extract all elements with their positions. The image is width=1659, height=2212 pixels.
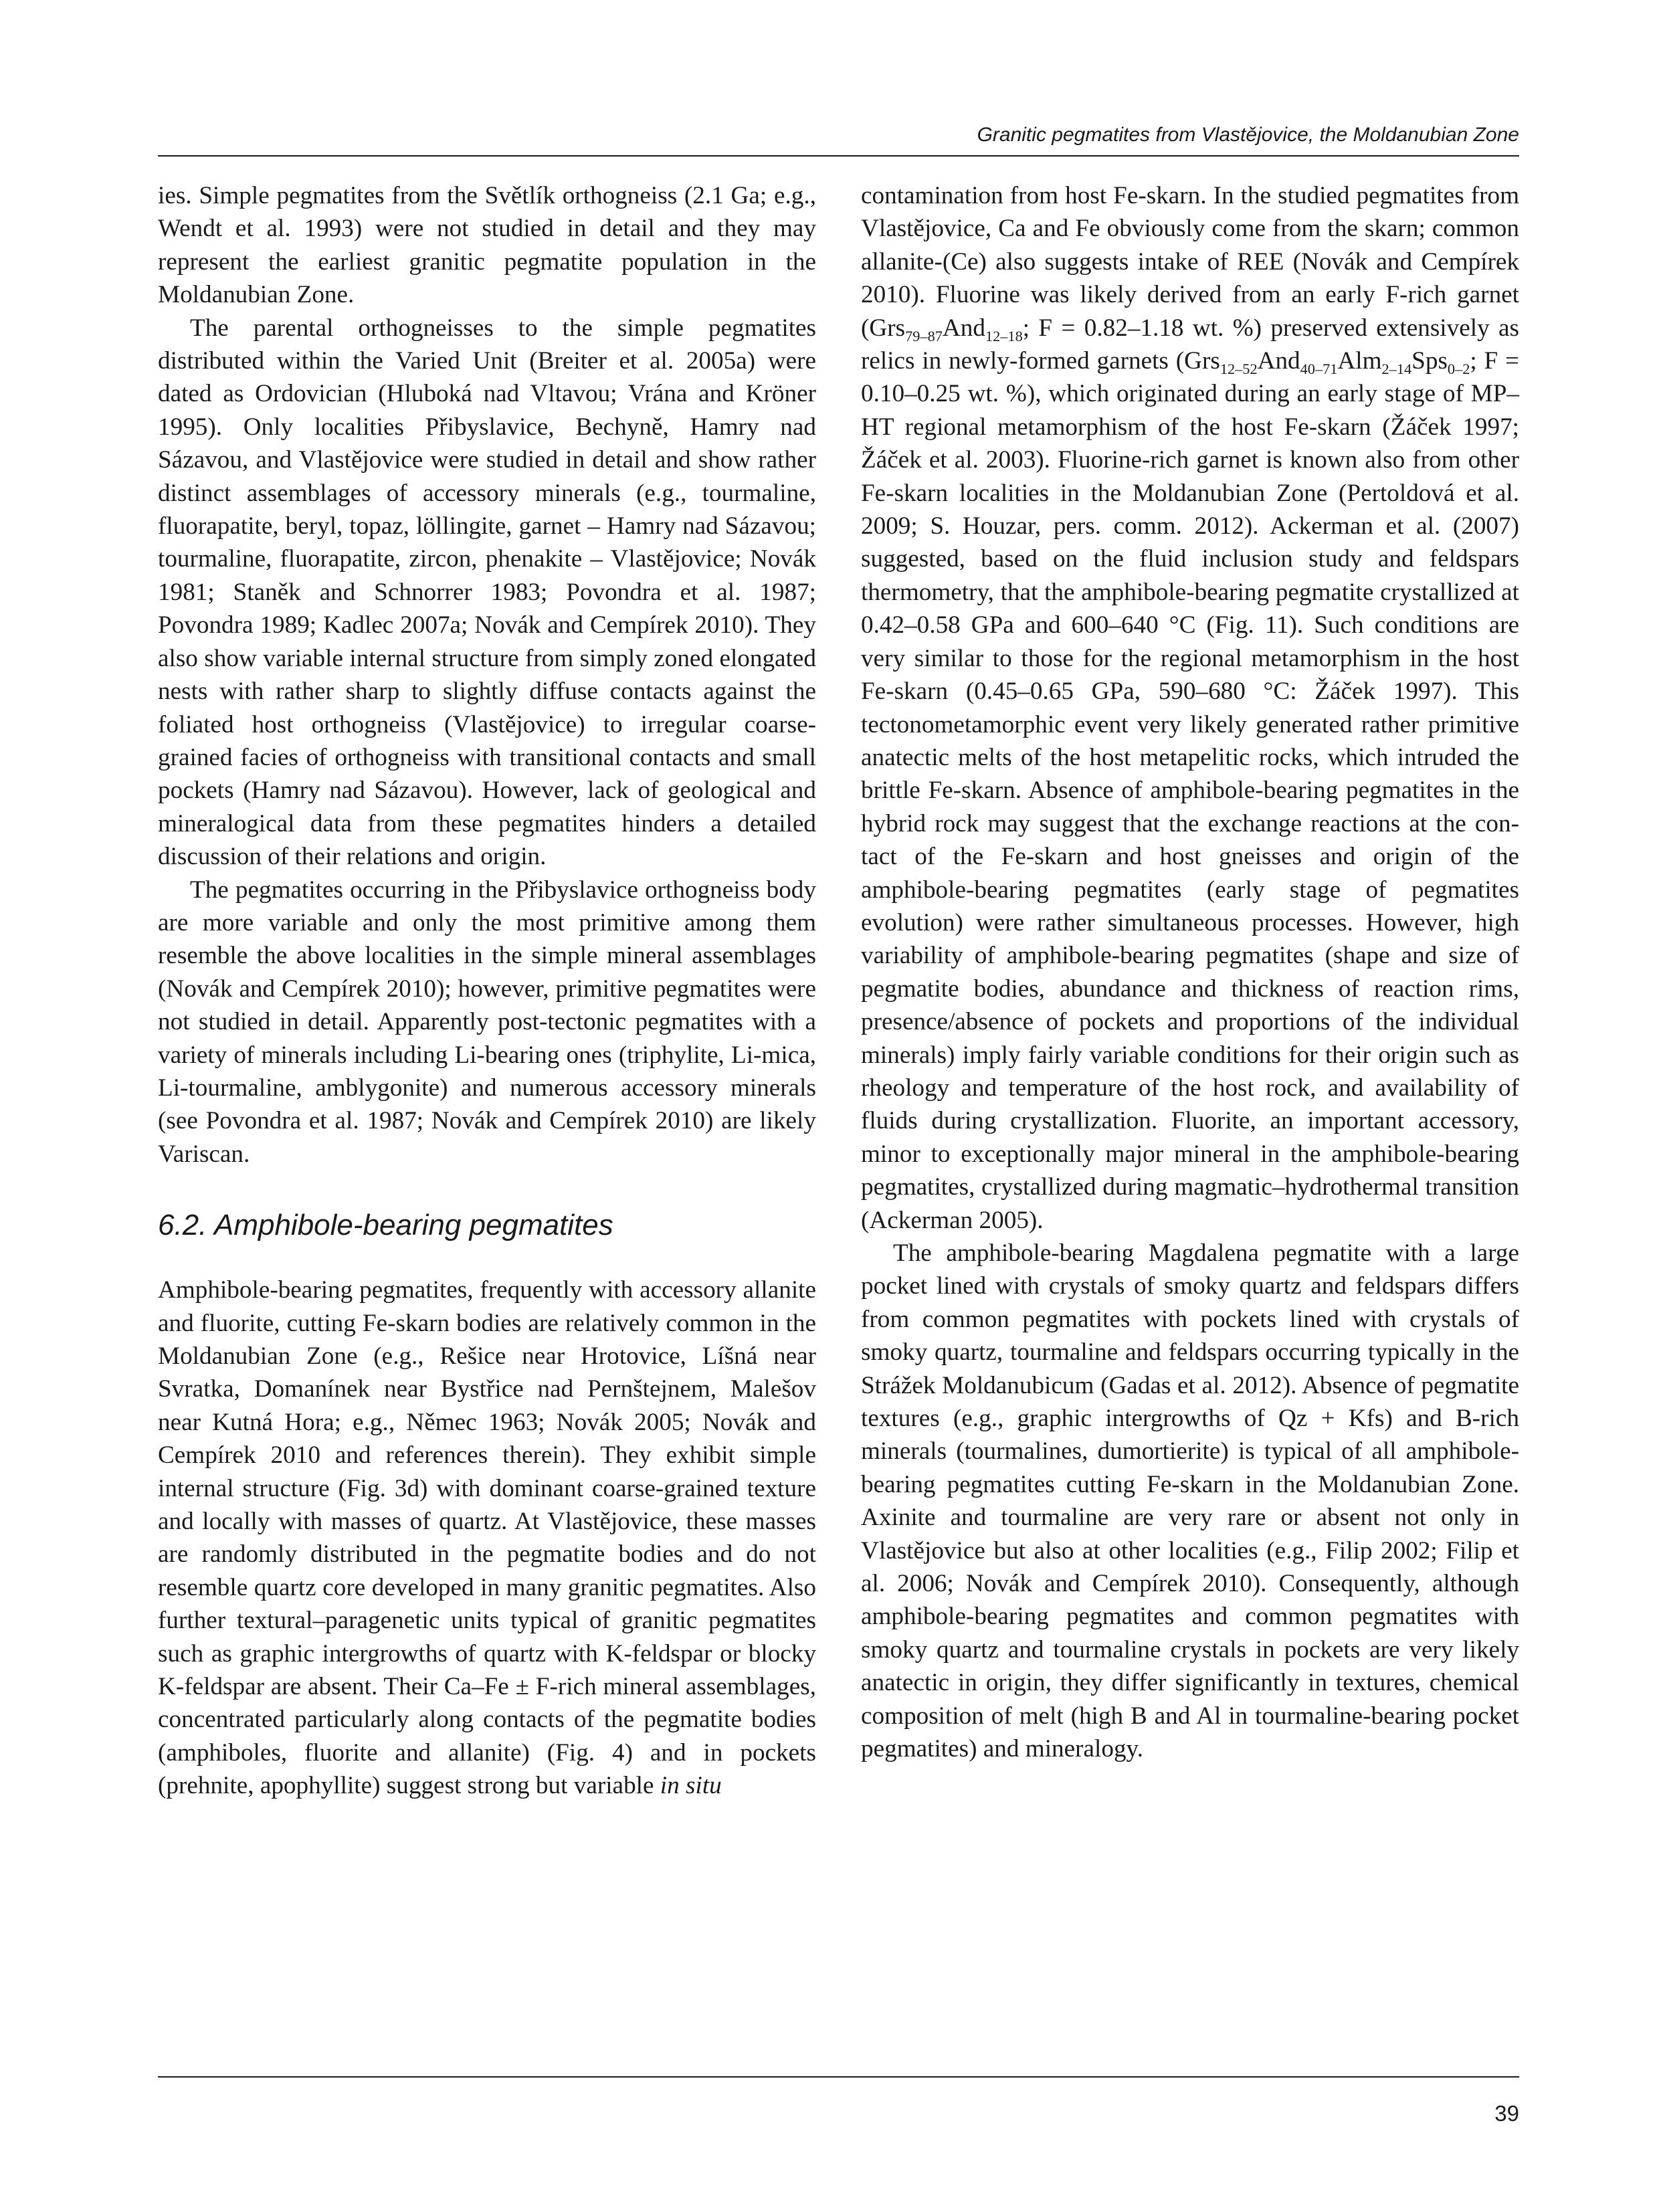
footer-rule (158, 2076, 1519, 2078)
right-column (861, 179, 1519, 1766)
paragraph-text: ; F = 0.10–0.25 wt. %), which originated during an early stage of MP–HT regional metamorphism of the host Fe-skarn (Žáček 1997; Žáček et al. 2003). Fluorine-rich garnet is known also from other Fe-skarn localities in the Moldanubian Zone (Pertoldová et al. 2009; S. Houzar, pers. comm. 2012). Ackerman et al. (2007) suggested, based on the fluid inclusion study and feldspars thermometry, that the amphibole-bearing pegmatite crystallized at 0.42–0.58 GPa and 600–640 °C (Fig. 11). Such conditions are very similar to those for the regional metamorphism in the host Fe-skarn (0.45–0.65 GPa, 590–680 °C: Žáček 1997). This tectonometamorphic event very likely generated rather primitive anatectic melts of the host metapelitic rocks, which intruded the brittle Fe-skarn. Absence of amphibole-bearing pegmatites in the hybrid rock may suggest that the exchange reactions at the contact of the Fe-skarn and host gneisses and origin of the amphibole-bearing pegmatites (early stage of pegmatites evolution) were rather simultaneous processes. However, high variability of amphibole-bearing pegmatites (shape and size of pegmatite bodies, abundance and thickness of reaction rims, presence/absence of pockets and proportions of the individual minerals) imply fairly variable conditions for their origin such as rheology and temperature of the host rock, and availability of fluids during crystallization. Fluorite, an important accessory, minor to exceptionally major mineral in the amphibole-bearing pegmatites, crystallized during magmatic–hydrothermal transition (Ackerman 2005). (861, 347, 1519, 1234)
paragraph: The parental orthogneisses to the simple pegmatites distributed within the Varied Unit (Breiter et al. 2005a) were dated as Ordovician (Hluboká nad Vltavou; Vrána and Kröner 1995). Only localities Přibyslavice, Bechyně, Hamry nad Sázavou, and Vlastějovice were studied in detail and show rather distinct assemblages of accessory minerals (e.g., tourmaline, fluorapatite, beryl, topaz, löllingite, garnet – Hamry nad Sázavou; tourmaline, fluorapatite, zircon, phenakite – Vlastějovice; Novák 1981; Staněk and Schnorrer 1983; Povondra et al. 1987; Povondra 1989; Kadlec 2007a; Novák and Cempírek 2010). They also show variable internal structure from simply zoned elongated nests with rather sharp to slightly diffuse contacts against the foliated host orthogneiss (Vlastějovice) to irregular coarse-grained facies of orthogneiss with transitional contacts and small pockets (Hamry nad Sázavou). However, lack of geological and mineralogical data from these pegmatites hinders a detailed discussion of their relations and origin. (158, 314, 816, 871)
page-number: 39 (1494, 2101, 1519, 2126)
paragraph (861, 179, 1519, 1237)
subscript: 12–18 (985, 327, 1023, 344)
header-rule (158, 155, 1519, 157)
paragraph-text: ; F = 0.82–1.18 wt. %) preserved extensively as relics in newly-formed garnets (Grs (861, 314, 1519, 375)
running-title: Granitic pegmatites from Vlastějovice, the Moldanubian Zone (977, 124, 1519, 146)
paragraph-text: contamination from host Fe-skarn. In the studied pegmatites from Vlastějovice, Ca and Fe obviously come from the skarn; common allanite-(Ce) also suggests intake of REE (Novák and Cempírek 2010). Fluorine was likely derived from an early F-rich garnet (Grs (861, 182, 1519, 342)
paragraph (158, 1274, 816, 1803)
subscript: 40–71 (1300, 360, 1338, 377)
subscript: 2–14 (1381, 360, 1412, 377)
left-column (158, 179, 816, 1803)
paragraph-text: And (942, 314, 985, 342)
paragraph: ies. Simple pegmatites from the Světlík orthogneiss (2.1 Ga; e.g., Wendt et al. 1993) were not studied in detail and they may represent the earliest granitic pegmatite population in the Moldanubian Zone. (158, 182, 816, 309)
subscript: 0–2 (1447, 360, 1470, 377)
italic-term: in situ (660, 1772, 722, 1800)
paragraph-text: And (1257, 347, 1300, 375)
subscript: 12–52 (1219, 360, 1258, 377)
paragraph-text: Alm (1337, 347, 1382, 375)
paragraph-text: Amphibole-bearing pegmatites, frequently with accessory allanite and fluorite, cutting Fe-skarn bodies are relatively common in the Moldanubian Zone (e.g., Rešice near Hrotovice, Líšná near Svratka, Domanínek near Bystřice nad Pernštejnem, Malešov near Kutná Hora; e.g., Němec 1963; Novák 2005; Novák and Cempírek 2010 and references therein). They exhibit simple internal structure (Fig. 3d) with dominant coarse-grained texture and locally with masses of quartz. At Vlastějovice, these masses are randomly distributed in the pegmatite bodies and do not resemble quartz core developed in many granitic pegmatites. Also further textural–paragenetic units typical of granitic pegmatites such as graphic intergrowths of quartz with K-feldspar or blocky K-feldspar are absent. Their Ca–Fe ± F-rich mineral assemblages, concentrated particularly along contacts of the pegmatite bodies (amphiboles, fluorite and allanite) (Fig. 4) and in pockets (prehnite, apophyllite) suggest strong but variable (158, 1276, 816, 1800)
paragraph-text: Sps (1411, 347, 1448, 375)
section-heading: 6.2. Amphibole-bearing pegmatites (158, 1209, 613, 1242)
paragraph: The amphibole-bearing Magdalena pegmatite with a large pocket lined with crystals of smoky quartz and feldspars differs from common pegmatites with pockets lined with crystals of smoky quartz, tourmaline and feldspars occurring typically in the Strážek Moldanubicum (Gadas et al. 2012). Absence of pegmatite textures (e.g., graphic intergrowths of Qz + Kfs) and B-rich minerals (tourmalines, dumortierite) is typical of all amphibole-bearing pegmatites cutting Fe-skarn in the Moldanubian Zone. Axinite and tourmaline are very rare or absent not only in Vlastějovice but also at other localities (e.g., Filip 2002; Filip et al. 2006; Novák and Cempírek 2010). Consequently, although amphibole-bearing pegmatites and common pegmatites with smoky quartz and tourmaline crystals in pockets are very likely anatectic in origin, they differ significantly in textures, chemical composition of melt (high B and Al in tourmaline-bearing pocket pegmatites) and mineralogy. (861, 1239, 1519, 1763)
subscript: 79–87 (905, 327, 943, 344)
paragraph: The pegmatites occurring in the Přibyslavice orthogneiss body are more variable and only the most primitive among them resemble the above localities in the simple mineral assemblages (Novák and Cempírek 2010); however, primitive pegmatites were not studied in detail. Apparently post-tectonic pegmatites with a variety of minerals including Li-bearing ones (triphylite, Li-mica, Li-tourmaline, amblygonite) and numerous accessory minerals (see Povondra et al. 1987; Novák and Cempírek 2010) are likely Variscan. (158, 876, 816, 1168)
